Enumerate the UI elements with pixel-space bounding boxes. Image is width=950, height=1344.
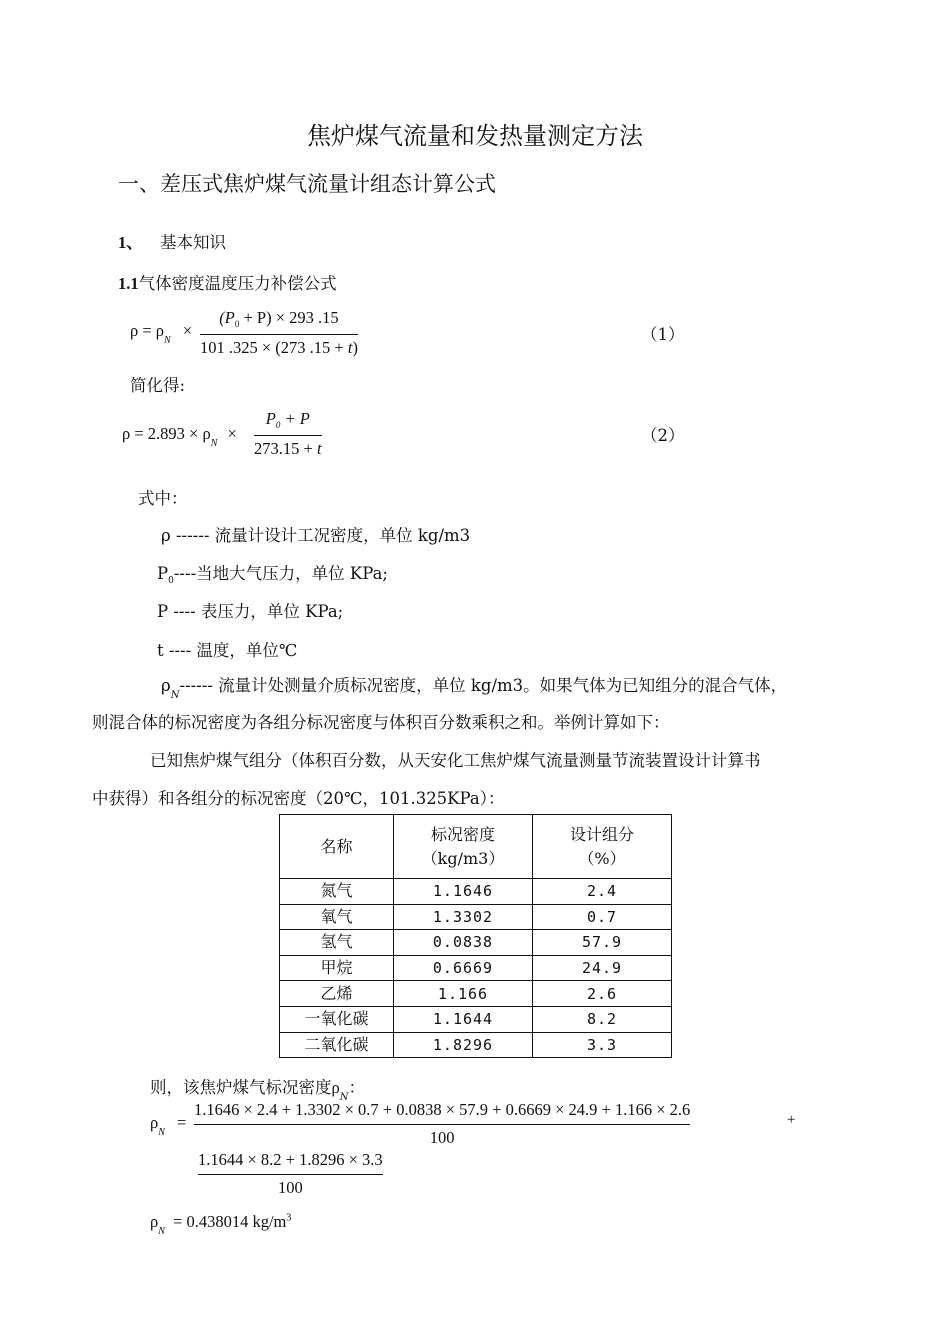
eq3-numerator-2: 1.1644 × 8.2 + 1.8296 × 3.3 bbox=[198, 1150, 383, 1169]
eq2-label: （2） bbox=[641, 426, 685, 445]
table-row: 氧气 1.3302 0.7 bbox=[280, 904, 672, 930]
eq3-fraction-1 bbox=[194, 1100, 690, 1148]
table-header-row bbox=[280, 815, 672, 879]
def-rhon-line2: 则混合体的标况密度为各组分标况密度与体积百分数乘积之和。举例计算如下： bbox=[92, 713, 670, 732]
eq2-fraction-bar bbox=[254, 435, 322, 436]
table-row: 氢气 0.0838 57.9 bbox=[280, 930, 672, 956]
eq3-numerator-1: 1.1646 × 2.4 + 1.3302 × 0.7 + 0.0838 × 57.9 + 0.6669 × 24.9 + 1.166 × 2.6 bbox=[194, 1100, 691, 1119]
page-title: 焦炉煤气流量和发热量测定方法 bbox=[307, 122, 643, 150]
table-row: 甲烷 0.6669 24.9 bbox=[280, 955, 672, 981]
subsection-1-1-number: 1.1 bbox=[118, 274, 139, 293]
where-label: 式中： bbox=[138, 489, 188, 508]
header-composition: 设计组分 （%） bbox=[533, 815, 672, 879]
eq2-subscript: N bbox=[210, 438, 218, 449]
eq2-fraction bbox=[254, 409, 322, 459]
def-t: t ---- 温度，单位℃ bbox=[157, 641, 298, 660]
eq3-denominator-1: 100 bbox=[429, 1128, 455, 1147]
known-line2: 中获得）和各组分的标况密度（20℃，101.325KPa）： bbox=[92, 789, 505, 808]
eq1-denominator: 101 .325 × (273 .15 + t) bbox=[200, 338, 358, 357]
table-row: 乙烯 1.166 2.6 bbox=[280, 981, 672, 1007]
table-row: 二氧化碳 1.8296 3.3 bbox=[280, 1032, 672, 1058]
eq3-fraction-bar-1 bbox=[194, 1124, 690, 1125]
eq2-lhs bbox=[122, 424, 237, 449]
header-name: 名称 bbox=[280, 815, 394, 879]
table-row: 一氧化碳 1.1644 8.2 bbox=[280, 1006, 672, 1032]
eq3-plus: + bbox=[787, 1112, 796, 1128]
table-row: 氮气 1.1646 2.4 bbox=[280, 879, 672, 905]
eq3-fraction-2 bbox=[198, 1150, 383, 1198]
subsection-1-1-label: 气体密度温度压力补偿公式 bbox=[138, 274, 337, 293]
eq1-rho: ρ = ρ bbox=[130, 321, 165, 340]
def-p0: $P_0----$当地大气压力，单位 KPa; bbox=[157, 564, 388, 586]
eq2-rho: ρ = 2.893 × ρ bbox=[122, 424, 211, 443]
eq1-lhs bbox=[130, 321, 193, 346]
then-line: 则，该焦炉煤气标况密度$\rho_N$： bbox=[150, 1078, 365, 1103]
subsection-1-number: 1、 bbox=[118, 233, 143, 252]
def-p: P ---- 表压力，单位 KPa; bbox=[157, 602, 344, 621]
eq3-denominator-2: 100 bbox=[277, 1178, 303, 1197]
eq3-lhs: $\rho_N$ = bbox=[150, 1113, 187, 1138]
known-line1: 已知焦炉煤气组分（体积百分数，从天安化工焦炉煤气流量测量节流装置设计计算书 bbox=[150, 751, 761, 770]
eq1-subscript: N bbox=[164, 335, 171, 346]
simplified-label: 简化得: bbox=[130, 376, 186, 395]
eq3-fraction-bar-2 bbox=[198, 1174, 383, 1175]
subsection-1-label: 基本知识 bbox=[160, 233, 226, 252]
def-rhon-line1: $\rho_N------$ 流量计处测量介质标况密度，单位 kg/m3。如果气体为已知组分的混合气体， bbox=[161, 676, 788, 701]
def-rhon-symbol: ρ bbox=[161, 676, 171, 695]
eq1-fraction bbox=[200, 308, 358, 358]
result-line: $\rho_N = 0.438014$ $kg/m^3$ bbox=[150, 1212, 292, 1237]
eq1-fraction-bar bbox=[200, 334, 358, 335]
eq1-numerator: $(P_0 + P) \times 293$ .15 bbox=[219, 308, 339, 329]
eq2-times: × bbox=[227, 424, 237, 443]
eq2-numerator: $P_0 + P$ bbox=[265, 409, 310, 430]
header-density: 标况密度 （kg/m3） bbox=[394, 815, 533, 879]
eq1-times: × bbox=[182, 321, 193, 340]
def-rho: ρ ------ 流量计设计工况密度，单位 kg/m3 bbox=[161, 526, 471, 545]
eq2-denominator: 273.15 + t bbox=[254, 439, 322, 458]
eq1-label: （1） bbox=[641, 325, 685, 344]
subsection-1 bbox=[118, 229, 226, 253]
component-table bbox=[279, 814, 672, 1058]
section-heading-1: 一、差压式焦炉煤气流量计组态计算公式 bbox=[118, 172, 496, 196]
subsection-1-1 bbox=[118, 270, 337, 294]
